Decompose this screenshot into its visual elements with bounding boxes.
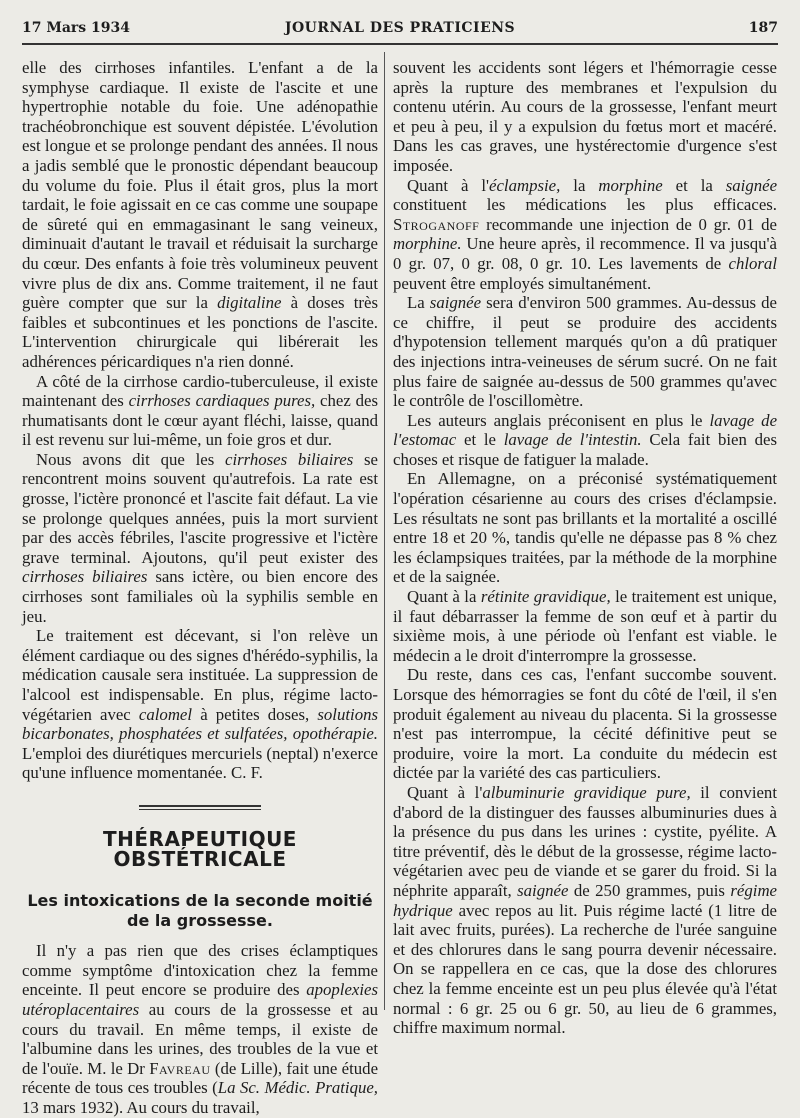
column-divider	[384, 52, 385, 1010]
paragraph: Les auteurs anglais préconisent en plus le lavage de l'estomac et le lavage de l'intestin. Cela fait bien des choses et risque de fatiguer la malade.	[393, 410, 778, 469]
paragraph: elle des cirrhoses infantiles. L'enfant a de la symphyse cardiaque. Il existe de l'ascite et une hypertrophie notable du foie. Une adénopathie trachéobronchique est souvent dépistée. L'évolution est longue et se prolonge pendant des années. Il nous a jadis semblé que le pronostic dépendant beaucoup du volume du foie. Plus il était gros, plus la mort tardait, le foie agissait en ce cas comme une soupape de sûreté qui en emmagasinant le sang veineux, diminuait d'autant le travail et réduisait la surcharge du cœur. Des enfants à foie très volumineux peuvent vivre plus de dix ans. Comme traitement, il ne faut guère compter que sur la digitaline à doses très faibles et subcontinues et les ponctions de l'ascite. L'intervention chirurgicale qui libérerait les adhérences péricardiques n'a rien donné.	[22, 58, 378, 371]
right-column	[393, 58, 777, 1038]
paragraph: Quant à l'éclampsie, la morphine et la saignée constituent les médications les plus efficaces. Stroganoff recommande une injection de 0 gr. 01 de morphine. Une heure après, il recommence. Il va jusqu'à 0 gr. 07, 0 gr. 08, 0 gr. 10. Les lavements de chloral peuvent être employés simultanément.	[393, 175, 778, 293]
section-title: THÉRAPEUTIQUE OBSTÉTRICALE	[103, 826, 297, 871]
paragraph: souvent les accidents sont légers et l'hémorragie cesse après la rupture des membranes et l'expulsion du contenu utérin. Au cours de la grossesse, l'enfant meurt et peu à peu, il y a expulsion du fœtus mort et macéré. Dans les cas graves, une hystérectomie d'urgence s'est imposée.	[393, 58, 777, 175]
article-title: Les intoxications de la seconde moitié de la grossesse.	[27, 891, 373, 931]
paragraph: Quant à l'albuminurie gravidique pure, il convient d'abord de la distinguer des fausses albuminuries dues à la présence du pus dans les urines : cystite, pyélite. A titre préventif, dès le début de la grossesse, régime lacto-végétarien avec peu de viande et se garer du froid. Si la néphrite apparaît, saignée de 250 grammes, puis régime hydrique avec repos au lit. Puis régime lacté (1 litre de lait avec fruits, purées). La recherche de l'urée sanguine et des chlorures dans le sang pourra devenir nécessaire. On se rappellera en ce cas, que la dose des chlorures chez la femme enceinte est un peu plus élevée qu'à l'état normal : 6 gr. 25 ou 6 gr. 50, au lieu de 6 grammes, chiffre maximum normal.	[393, 782, 778, 1038]
header-rule	[22, 43, 778, 45]
paragraph: A côté de la cirrhose cardio-tuberculeuse, il existe maintenant des cirrhoses cardiaques pures, chez des rhumatisants dont le cœur ayant fléchi, laisse, quand il est revenu sur lui-même, un foie gros et dur.	[22, 371, 378, 450]
left-column	[22, 58, 378, 1118]
paragraph: Quant à la rétinite gravidique, le traitement est unique, il faut débarrasser la femme de son œuf et à partir du sixième mois, à une période où l'enfant est viable. le médecin a le droit d'interrompre la grossesse.	[393, 587, 777, 665]
paragraph: Du reste, dans ces cas, l'enfant succombe souvent. Lorsque des hémorragies se font du côté de l'œil, il s'en produit également au niveau du placenta. Si la grossesse n'est pas interrompue, la cécité définitive peut se produire, voire la mort. La conduite du médecin est dictée par la variété des cas particuliers.	[393, 665, 777, 783]
page-number: 187	[748, 20, 778, 36]
paragraph: En Allemagne, on a préconisé systématiquement l'opération césarienne au cours des crises d'éclampsie. Les résultats ne sont pas brillants et la mortalité a oscillé entre 18 et 20 %, tandis qu'elle ne dépasse pas 8 % chez les éclampsiques traitées, par la méthode de la morphine et de la saignée.	[393, 469, 777, 587]
paragraph: Le traitement est décevant, si l'on relève un élément cardiaque ou des signes d'hérédo-syphilis, la médication causale sera instituée. La suppression de l'alcool est indispensable. En plus, régime lacto-végétarien avec calomel à petites doses, solutions bicarbonates, phosphatées et sulfatées, opothérapie. L'emploi des diurétiques mercuriels (neptal) n'exerce qu'une influence momentanée. C. F.	[22, 626, 379, 783]
paragraph: La saignée sera d'environ 500 grammes. Au-dessus de ce chiffre, il peut se produire des accidents d'hypotension tellement marqués qu'on a dû pratiquer des injections intra-veineuses de sérum sucré. On ne fait plus faire de saignée au-dessus de 500 grammes qu'avec le contrôle de l'oscillomètre.	[393, 293, 777, 411]
section-separator	[139, 805, 261, 810]
paragraph: Nous avons dit que les cirrhoses biliaires se rencontrent moins souvent qu'autrefois. La rate est grosse, l'ictère prononcé et l'ascite fait défaut. La vie se prolonge quelques années, puis la mort survient par des accès fébriles, l'ascite progressive et l'ictère grave terminal. Ajoutons, qu'il peut exister des cirrhoses biliaires sans ictère, ou bien encore des cirrhoses sont familiales où la syphilis semble en jeu.	[22, 449, 378, 626]
signature: C. F.	[231, 763, 263, 783]
paragraph: Il n'y a pas rien que des crises éclamptiques comme symptôme d'intoxication chez la femme enceinte. Il peut encore se produire des apoplexies utéroplacentaires au cours de la grossesse et au cours du travail. En même temps, il existe de l'albumine dans les urines, des troubles de la vue et de l'ouïe. M. le Dr Favreau (de Lille), fait une étude récente de tous ces troubles (La Sc. Médic. Pratique, 13 mars 1932). Au cours du travail,	[22, 941, 379, 1117]
running-header	[22, 20, 778, 40]
journal-title: JOURNAL DES PRATICIENS	[284, 20, 516, 36]
header-date: 17 Mars 1934	[22, 20, 131, 36]
